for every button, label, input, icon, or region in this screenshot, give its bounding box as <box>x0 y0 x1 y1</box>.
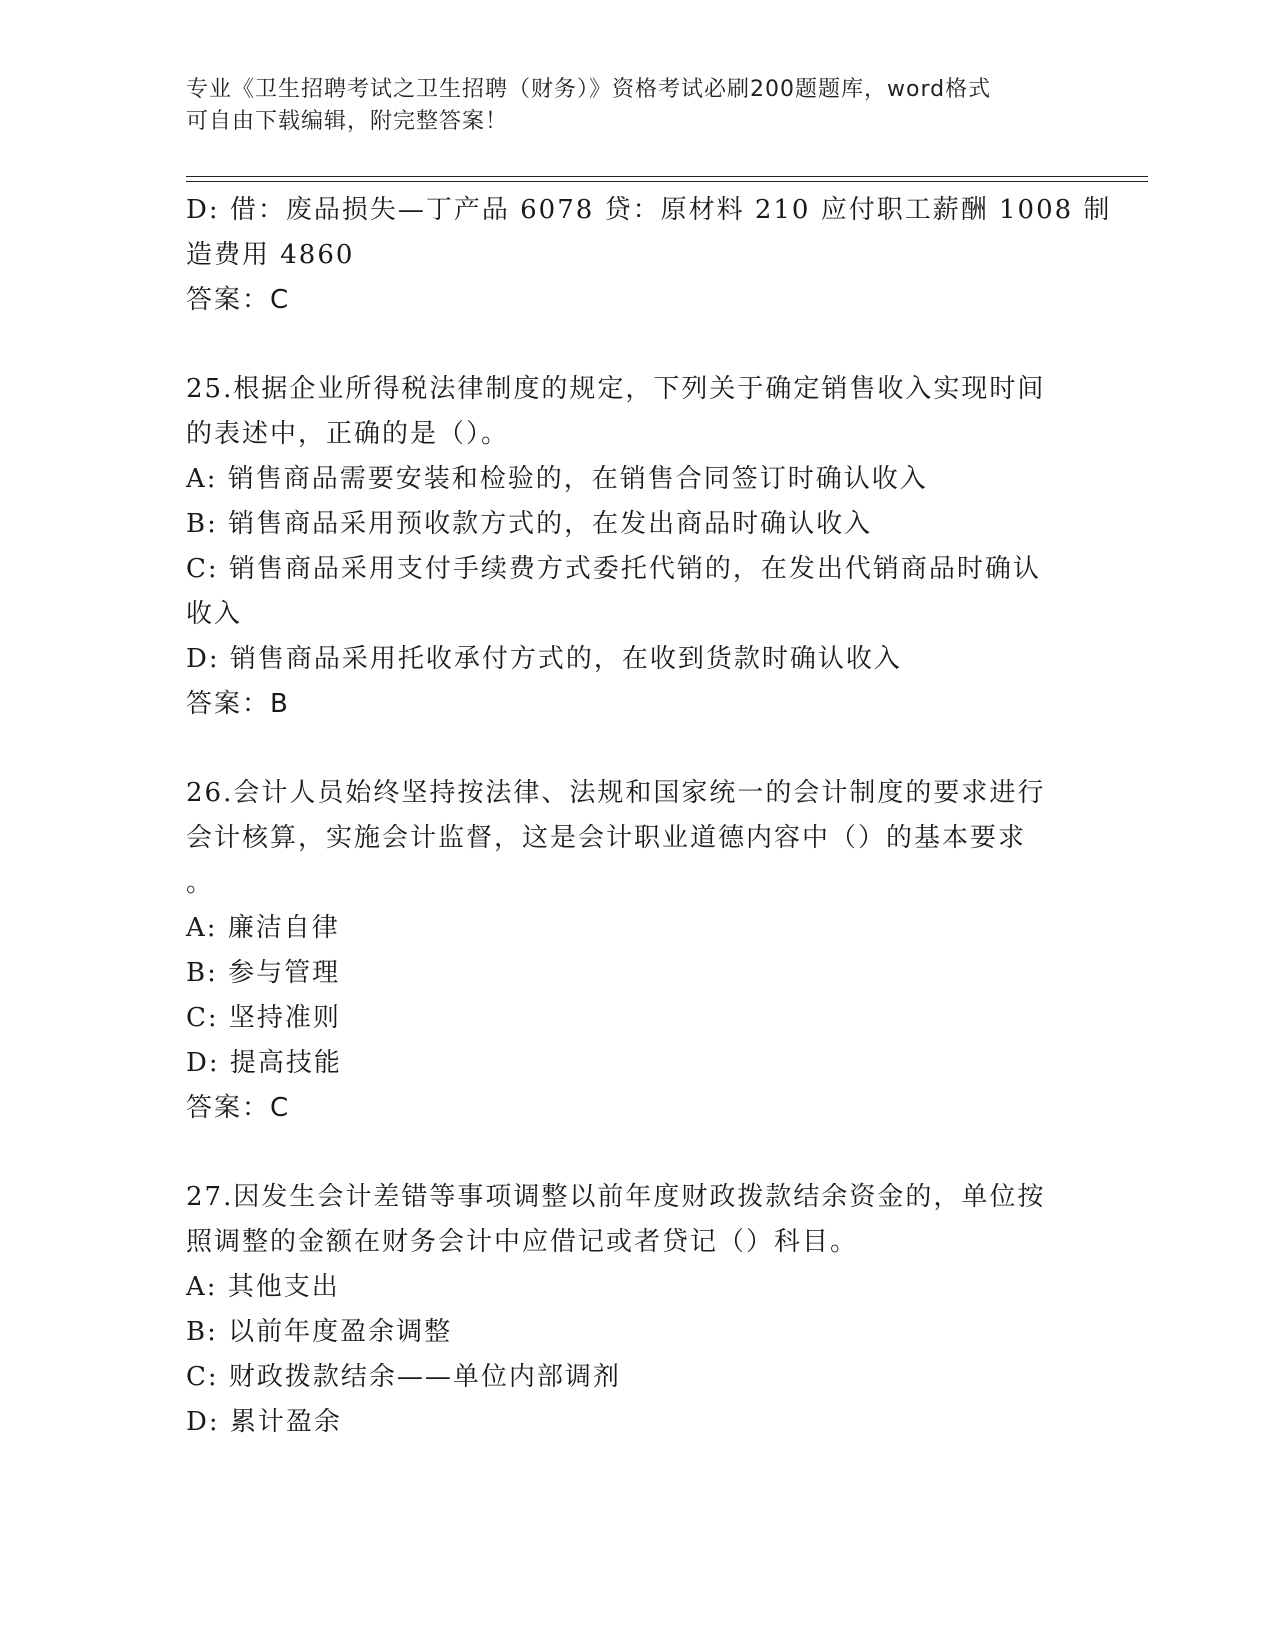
option-a: A: 其他支出 <box>186 1272 340 1302</box>
question-27 <box>186 1175 1086 1445</box>
option-a: A: 销售商品需要安装和检验的，在销售合同签订时确认收入 <box>186 464 928 494</box>
page-header <box>186 74 1086 138</box>
spacer <box>186 323 1086 367</box>
header-divider-thin <box>186 181 1148 182</box>
document-body <box>186 188 1112 1445</box>
header-divider-thick <box>186 176 1148 177</box>
answer: 答案：C <box>186 1093 291 1123</box>
header-title-line-2: 可自由下载编辑，附完整答案！ <box>186 109 509 134</box>
question-25 <box>186 367 1086 727</box>
spacer <box>186 1131 1086 1175</box>
option-b: B: 以前年度盈余调整 <box>186 1317 453 1347</box>
option-d: D: 销售商品采用托收承付方式的，在收到货款时确认收入 <box>186 644 902 674</box>
question-stem-line-2: 会计核算，实施会计监督，这是会计职业道德内容中（）的基本要求 <box>186 823 1027 853</box>
option-c-line-1: C: 销售商品采用支付手续费方式委托代销的，在发出代销商品时确认 <box>186 554 1041 584</box>
spacer <box>186 727 1086 771</box>
option-c: C: 财政拨款结余——单位内部调剂 <box>186 1362 621 1392</box>
option-d: D: 累计盈余 <box>186 1407 342 1437</box>
option-a: A: 廉洁自律 <box>186 913 340 943</box>
question-26 <box>186 771 1086 1131</box>
question-24-continued <box>186 188 1112 323</box>
answer: 答案：C <box>186 285 291 315</box>
option-b: B: 参与管理 <box>186 958 341 988</box>
option-d-line-1: D: 借：废品损失—丁产品 6078 贷：原材料 210 应付职工薪酬 1008 制 <box>186 195 1112 225</box>
question-stem-line-3: 。 <box>186 868 215 898</box>
answer: 答案：B <box>186 689 290 719</box>
question-stem-line-2: 的表述中，正确的是（）。 <box>186 419 510 449</box>
option-c-line-2: 收入 <box>186 599 243 629</box>
option-c: C: 坚持准则 <box>186 1003 341 1033</box>
option-b: B: 销售商品采用预收款方式的，在发出商品时确认收入 <box>186 509 873 539</box>
option-d-line-2: 造费用 4860 <box>186 240 355 270</box>
header-title-line-1: 专业《卫生招聘考试之卫生招聘（财务）》资格考试必刷200题题库，word格式 <box>186 77 992 102</box>
question-stem-line-1: 25.根据企业所得税法律制度的规定，下列关于确定销售收入实现时间 <box>186 374 1046 404</box>
question-stem-line-2: 照调整的金额在财务会计中应借记或者贷记（）科目。 <box>186 1227 859 1257</box>
question-stem-line-1: 26.会计人员始终坚持按法律、法规和国家统一的会计制度的要求进行 <box>186 778 1046 808</box>
question-stem-line-1: 27.因发生会计差错等事项调整以前年度财政拨款结余资金的，单位按 <box>186 1182 1046 1212</box>
option-d: D: 提高技能 <box>186 1048 342 1078</box>
